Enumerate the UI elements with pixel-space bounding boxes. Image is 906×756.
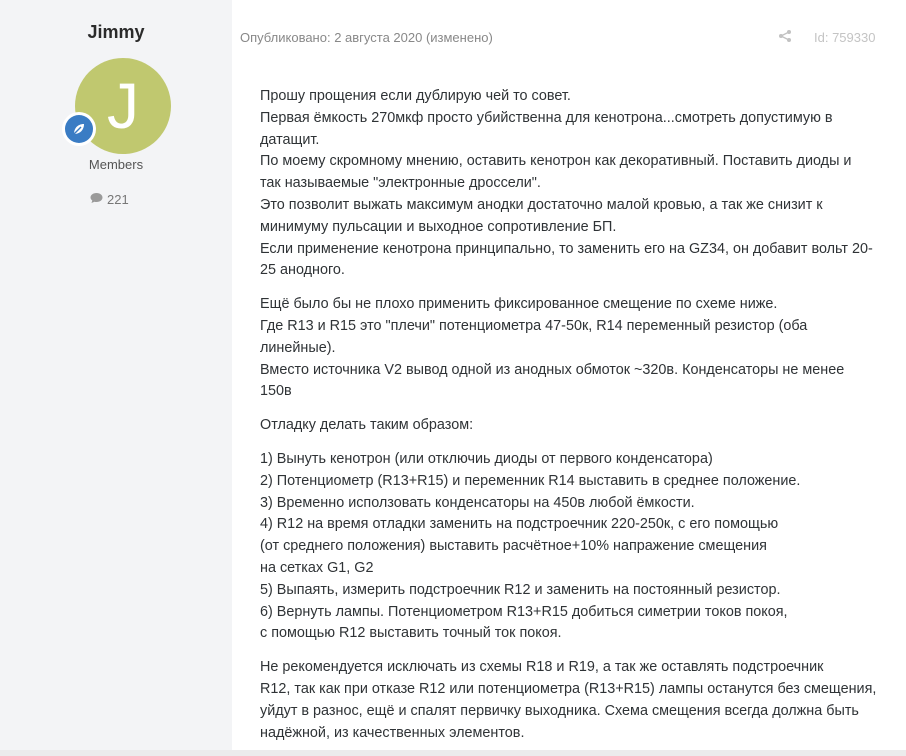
post-count-value: 221 <box>107 192 129 207</box>
avatar-letter: J <box>107 70 139 142</box>
share-icon[interactable] <box>778 29 794 45</box>
member-role: Members <box>88 157 144 172</box>
post-id-link[interactable]: Id: 759330 <box>814 30 876 45</box>
paragraph: 1) Вынуть кенотрон (или отключиь диоды от первого конденсатора) 2) Потенциометр (R13+R15) и переменник R14 выставить в среднее положение. 3) Временно исползовать конденсаторы на 450в любой ёмкости. 4) R12 на время отладки заменить на подстроечник 220-250к, с его помощью (от среднего положения) выставить расчётное+10% напражение смещения на сетках G1, G2 5) Выпаять, измерить подстроечник R12 и заменить на постоянный резистор. 6) Вернуть лампы. Потенциометром R13+R15 добиться симетрии токов покоя, с помощью R12 выставить точный ток покоя. <box>260 450 801 642</box>
post-content <box>260 86 880 756</box>
paragraph: Прошу прощения если дублирую чей то совет. Первая ёмкость 270мкф просто убийственна для кенотрона...смотреть допустимую в датащит. По моему скромному мнению, оставить кенотрон как декоративный. Поставить диоды и так называемые "электронные дроссели". Это позволит выжать максимум анодки достаточно малой кровью, а так же снизит к минимуму пульсации и выходное сопротивление БП. Если применение кенотрона принципально, то заменить его на GZ34, он добавит вольт 20- 25 анодного. <box>260 88 873 279</box>
post-date: Опубликовано: 2 августа 2020 (изменено) <box>240 30 493 45</box>
comment-icon <box>90 192 103 207</box>
post-count <box>90 192 129 207</box>
paragraph: Не рекомендуется исключать из схемы R18 и R19, а так же оставлять подстроечник R12, так как при отказе R12 или потенциометра (R13+R15) лампы останутся без смещения, уйдут в разнос, ещё и спалят первичку выходника. Схема смещения всегда должна быть надёжной, из качественных элементов. <box>260 659 877 741</box>
paragraph: Отладку делать таким образом: <box>260 417 474 434</box>
author-panel <box>0 0 232 750</box>
paragraph: Ещё было бы не плохо применить фиксированное смещение по схеме ниже. Где R13 и R15 это "плечи" потенциометра 47-50к, R14 переменный резистор (оба линейные). Вместо источника V2 вывод одной из анодных обмоток ~320в. Конденсаторы не менее 150в <box>260 296 845 400</box>
leaf-badge-icon <box>62 112 96 146</box>
author-name[interactable]: Jimmy <box>87 22 145 42</box>
